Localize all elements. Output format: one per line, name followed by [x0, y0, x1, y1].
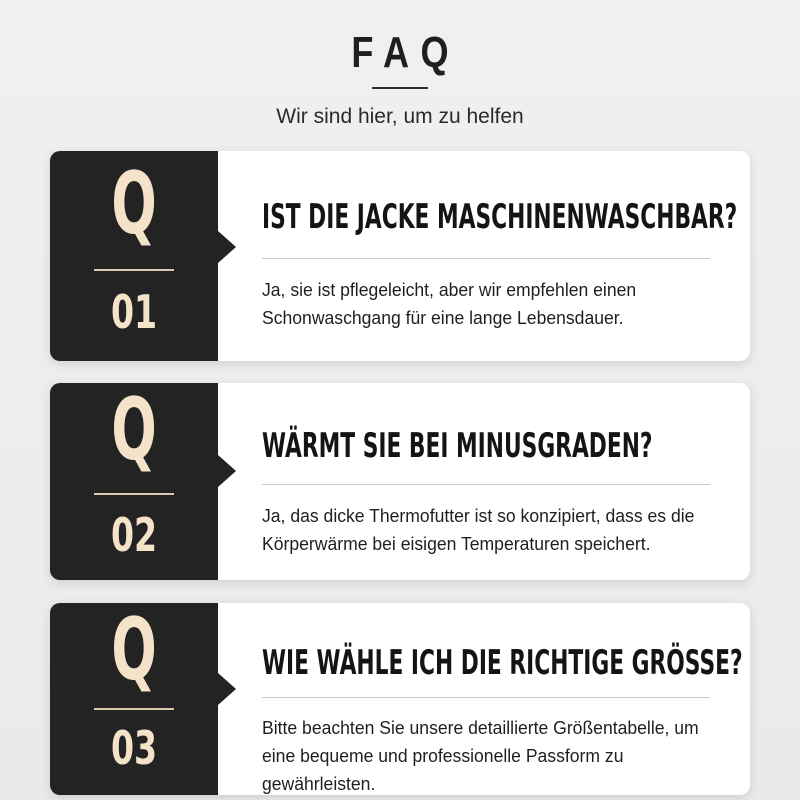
question-badge — [50, 380, 218, 580]
badge-divider — [94, 708, 174, 710]
badge-divider — [94, 269, 174, 271]
question-divider — [262, 258, 710, 259]
badge-pointer — [218, 455, 236, 487]
faq-item-2[interactable] — [50, 380, 750, 580]
question-badge — [50, 151, 218, 361]
faq-item-3[interactable] — [50, 600, 750, 795]
question-heading: IST DIE JACKE MASCHINENWASCHBAR? — [262, 197, 738, 237]
badge-pointer — [218, 673, 236, 705]
title-divider — [372, 87, 428, 89]
question-heading: WÄRMT SIE BEI MINUSGRADEN? — [262, 426, 653, 466]
question-number: 03 — [110, 721, 158, 775]
question-heading: WIE WÄHLE ICH DIE RICHTIGE GRÖSSE? — [262, 643, 743, 683]
question-divider — [262, 697, 710, 698]
faq-header — [0, 0, 800, 140]
page-title: FAQ — [351, 28, 461, 77]
question-letter: Q — [111, 380, 157, 480]
question-divider — [262, 484, 710, 485]
question-number: 01 — [110, 285, 158, 339]
question-number: 02 — [110, 508, 158, 562]
faq-item-1[interactable] — [50, 151, 750, 361]
answer-text: Ja, sie ist pflegeleicht, aber wir empfehlen einen Schonwaschgang für eine lange Lebensdauer. — [262, 279, 637, 328]
question-badge — [50, 600, 218, 795]
answer-text: Ja, das dicke Thermofutter ist so konzipiert, dass es die Körperwärme bei eisigen Temperaturen speichert. — [262, 505, 695, 554]
badge-pointer — [218, 231, 236, 263]
badge-divider — [94, 493, 174, 495]
question-letter: Q — [111, 600, 157, 700]
question-letter: Q — [111, 154, 157, 254]
page-subtitle: Wir sind hier, um zu helfen — [276, 105, 524, 128]
answer-text: Bitte beachten Sie unsere detaillierte Größentabelle, um eine bequeme und professionelle Passform zu gewährleisten. — [262, 717, 699, 794]
